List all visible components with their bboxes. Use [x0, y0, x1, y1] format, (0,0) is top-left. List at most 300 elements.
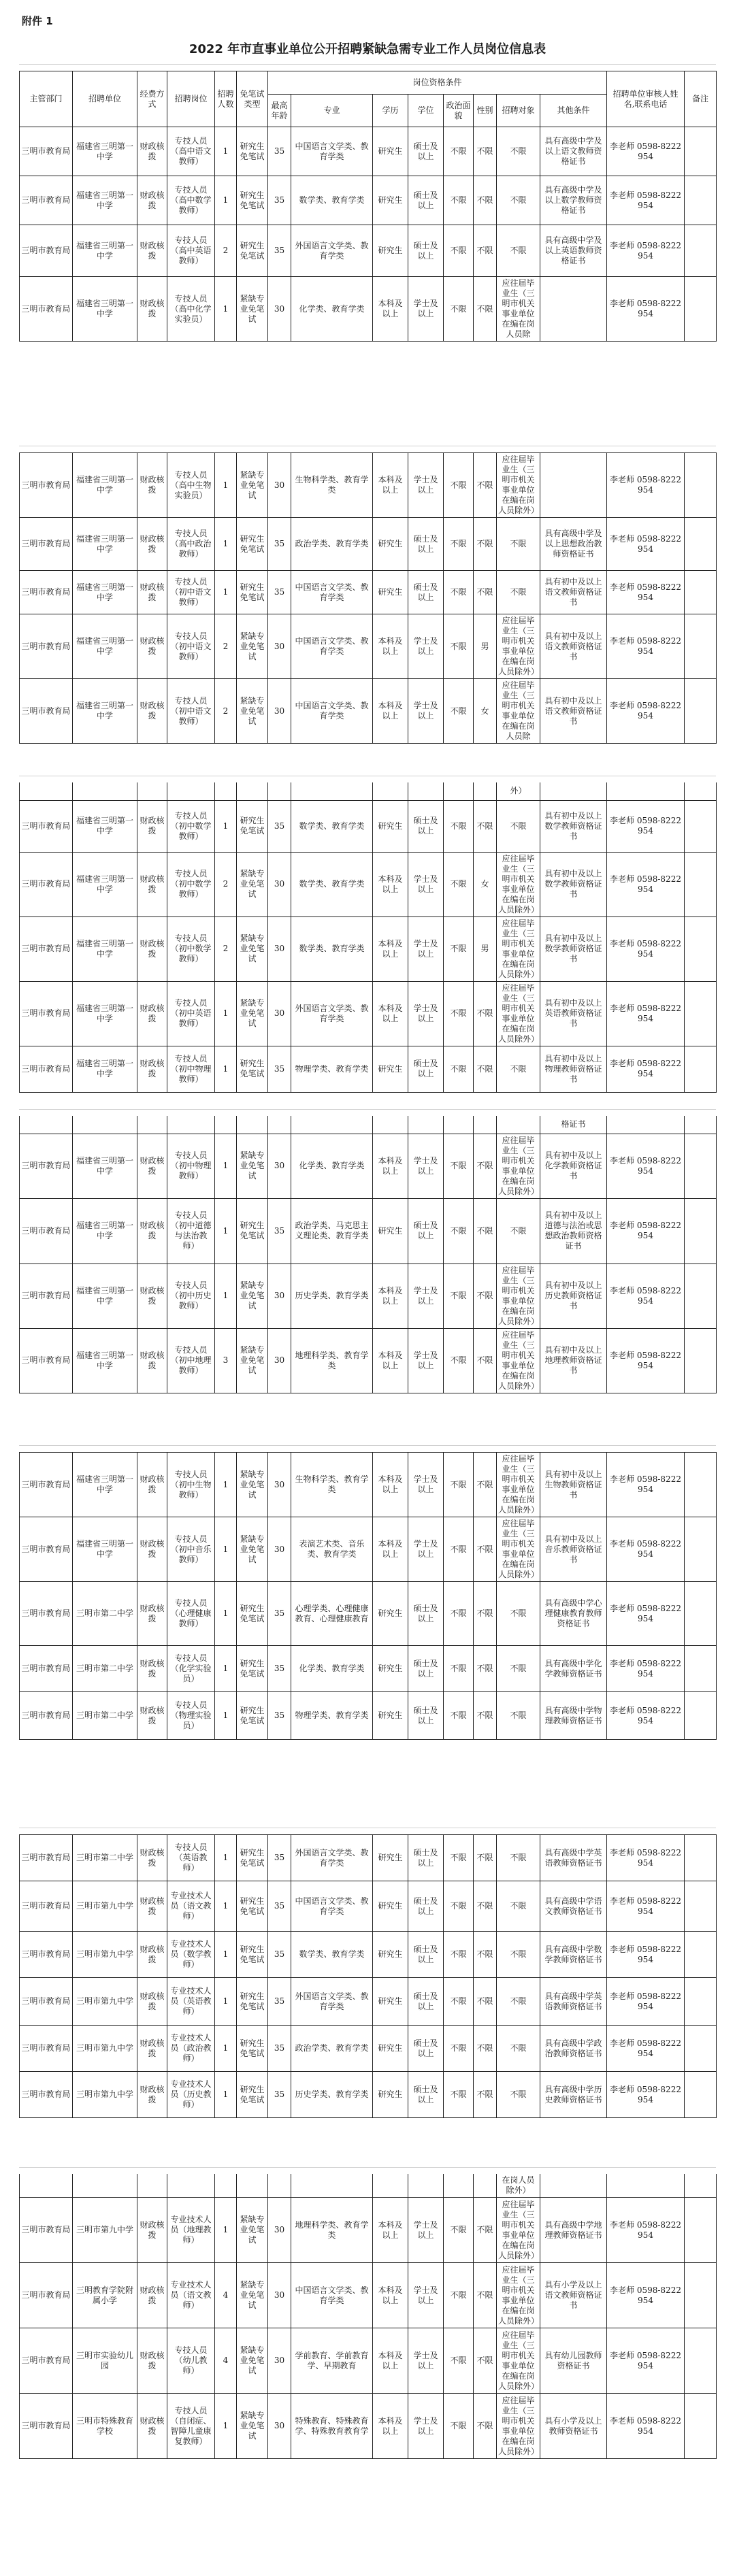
- cell-pol: 不限: [444, 518, 474, 571]
- cell-contact: 李老师 0598-8222954: [607, 2263, 685, 2328]
- continuation-cell: [607, 1116, 685, 1134]
- cell-dept: 三明市教育局: [20, 2072, 73, 2118]
- document-title: 2022 年市直事业单位公开招聘紧缺急需专业工作人员岗位信息表: [189, 42, 546, 56]
- continuation-cell: [268, 782, 291, 800]
- qualification-group-header: 岗位资格条件: [268, 71, 607, 95]
- cell-target: 应往届毕业生（三明市机关事业单位在编在岗人员除: [497, 277, 540, 342]
- cell-age: 30: [268, 1264, 291, 1328]
- cell-exam: 研究生免笔试: [237, 2026, 268, 2072]
- cell-n: 1: [215, 1134, 237, 1198]
- cell-deg: 学士及以上: [408, 277, 444, 342]
- cell-contact: 李老师 0598-8222954: [607, 2328, 685, 2394]
- cell-n: 1: [215, 2026, 237, 2072]
- cell-other: 具有高级中学数学教师资格证书: [540, 1932, 607, 1978]
- cell-age: 35: [268, 571, 291, 614]
- cell-fund: 财政核拨: [137, 1453, 167, 1517]
- cell-post: 专业技术人员（英语教师）: [167, 1978, 215, 2026]
- cell-fund: 财政核拨: [137, 1835, 167, 1881]
- cell-edu: 研究生: [373, 1978, 408, 2026]
- cell-edu: 研究生: [373, 1692, 408, 1740]
- table-page: [19, 1452, 716, 1740]
- cell-exam: 研究生免笔试: [237, 1046, 268, 1092]
- table-page: [19, 2174, 716, 2459]
- continuation-cell: [474, 1116, 497, 1134]
- cell-sex: 不限: [474, 2198, 497, 2263]
- continuation-cell: [444, 782, 474, 800]
- cell-contact: 李老师 0598-8222954: [607, 1835, 685, 1881]
- table-row: [20, 1328, 717, 1393]
- cell-major: 化学类、教育学类: [291, 1646, 373, 1692]
- cell-sex: 不限: [474, 225, 497, 277]
- continuation-cell: [237, 782, 268, 800]
- cell-other: 具有高级中学政治教师资格证书: [540, 2026, 607, 2072]
- count-header: 招聘人数: [215, 71, 237, 127]
- cell-edu: 本科及以上: [373, 1328, 408, 1393]
- cell-n: 2: [215, 679, 237, 744]
- cell-pol: 不限: [444, 2198, 474, 2263]
- cell-major: 化学类、教育学类: [291, 277, 373, 342]
- cell-n: 1: [215, 1932, 237, 1978]
- cell-dept: 三明市教育局: [20, 917, 73, 981]
- cell-n: 1: [215, 1646, 237, 1692]
- cell-target: 不限: [497, 1692, 540, 1740]
- cell-exam: 研究生免笔试: [237, 1932, 268, 1978]
- cell-fund: 财政核拨: [137, 2263, 167, 2328]
- cell-exam: 研究生免笔试: [237, 1835, 268, 1881]
- cell-unit: 福建省三明第一中学: [73, 981, 137, 1046]
- cell-target: 不限: [497, 2072, 540, 2118]
- cell-major: 地理科学类、教育学类: [291, 2198, 373, 2263]
- cell-edu: 本科及以上: [373, 2263, 408, 2328]
- cell-sex: 不限: [474, 1328, 497, 1393]
- cell-post: 专技人员（英语教师）: [167, 1835, 215, 1881]
- cell-n: 1: [215, 1582, 237, 1646]
- cell-deg: 硕士及以上: [408, 1646, 444, 1692]
- cell-post: 专技人员（心理健康教师）: [167, 1582, 215, 1646]
- cell-pol: 不限: [444, 1582, 474, 1646]
- cell-n: 1: [215, 453, 237, 518]
- cell-remark: [685, 1198, 717, 1264]
- cell-sex: 不限: [474, 2026, 497, 2072]
- cell-major: 数学类、教育学类: [291, 1932, 373, 1978]
- cell-exam: 紧缺专业免笔试: [237, 2263, 268, 2328]
- table-row: [20, 176, 717, 225]
- cell-other: 具有高级中学化学教师资格证书: [540, 1646, 607, 1692]
- cell-remark: [685, 800, 717, 852]
- cell-contact: 李老师 0598-8222954: [607, 800, 685, 852]
- cell-age: 35: [268, 1692, 291, 1740]
- cell-remark: [685, 917, 717, 981]
- cell-contact: 李老师 0598-8222954: [607, 2198, 685, 2263]
- cell-exam: 紧缺专业免笔试: [237, 2328, 268, 2394]
- cell-unit: 福建省三明第一中学: [73, 1198, 137, 1264]
- cell-sex: 不限: [474, 1198, 497, 1264]
- cell-remark: [685, 981, 717, 1046]
- continuation-cell: [215, 782, 237, 800]
- table-row: [20, 453, 717, 518]
- cell-post: 专技人员（物理实验员）: [167, 1692, 215, 1740]
- cell-dept: 三明市教育局: [20, 1932, 73, 1978]
- cell-contact: 李老师 0598-8222954: [607, 571, 685, 614]
- cell-edu: 本科及以上: [373, 277, 408, 342]
- cell-other: 具有初中及以上地理教师资格证书: [540, 1328, 607, 1393]
- cell-edu: 研究生: [373, 1646, 408, 1692]
- cell-age: 30: [268, 1134, 291, 1198]
- cell-remark: [685, 1582, 717, 1646]
- cell-n: 1: [215, 1453, 237, 1517]
- cell-sex: 男: [474, 614, 497, 679]
- table-row: [20, 981, 717, 1046]
- cell-n: 1: [215, 277, 237, 342]
- cell-unit: 福建省三明第一中学: [73, 453, 137, 518]
- cell-fund: 财政核拨: [137, 571, 167, 614]
- table-row: [20, 2263, 717, 2328]
- cell-post: 专技人员（初中物理教师）: [167, 1046, 215, 1092]
- cell-dept: 三明市教育局: [20, 1582, 73, 1646]
- cell-sex: 不限: [474, 571, 497, 614]
- continuation-cell: [291, 782, 373, 800]
- cell-age: 35: [268, 1835, 291, 1881]
- cell-exam: 紧缺专业免笔试: [237, 852, 268, 917]
- cell-unit: 三明市第九中学: [73, 2198, 137, 2263]
- cell-remark: [685, 614, 717, 679]
- continuation-cell: [373, 2174, 408, 2198]
- cell-other: 具有高级中学及以上数学教师资格证书: [540, 176, 607, 225]
- cell-target: 不限: [497, 1582, 540, 1646]
- cell-other: 具有初中及以上道德与法治或思想政治教师资格证书: [540, 1198, 607, 1264]
- cell-other: 具有初中及以上历史教师资格证书: [540, 1264, 607, 1328]
- cell-pol: 不限: [444, 1046, 474, 1092]
- cell-sex: 不限: [474, 1582, 497, 1646]
- cell-age: 30: [268, 2394, 291, 2459]
- table-row: [20, 571, 717, 614]
- cell-unit: 福建省三明第一中学: [73, 852, 137, 917]
- continuation-row: [20, 2174, 717, 2198]
- cell-other: 具有初中及以上数学教师资格证书: [540, 852, 607, 917]
- cell-target: 不限: [497, 225, 540, 277]
- cell-post: 专技人员（初中生物教师）: [167, 1453, 215, 1517]
- cell-dept: 三明市教育局: [20, 2198, 73, 2263]
- cell-edu: 研究生: [373, 2072, 408, 2118]
- cell-deg: 硕士及以上: [408, 1932, 444, 1978]
- cell-target: 应往届毕业生（三明市机关事业单位在编在岗人员除外）: [497, 453, 540, 518]
- other-header: 其他条件: [540, 95, 607, 127]
- cell-dept: 三明市教育局: [20, 277, 73, 342]
- cell-fund: 财政核拨: [137, 2394, 167, 2459]
- cell-remark: [685, 1453, 717, 1517]
- cell-major: 外国语言文学类、教育学类: [291, 1835, 373, 1881]
- cell-n: 1: [215, 1692, 237, 1740]
- cell-deg: 硕士及以上: [408, 1198, 444, 1264]
- cell-fund: 财政核拨: [137, 2198, 167, 2263]
- cell-other: [540, 453, 607, 518]
- cell-dept: 三明市教育局: [20, 225, 73, 277]
- cell-n: 1: [215, 1198, 237, 1264]
- cell-remark: [685, 1932, 717, 1978]
- post-header: 招聘岗位: [167, 71, 215, 127]
- table-row: [20, 1264, 717, 1328]
- table-row: [20, 1198, 717, 1264]
- cell-remark: [685, 1835, 717, 1881]
- cell-post: 专技人员（初中音乐教师）: [167, 1517, 215, 1582]
- continuation-cell: [408, 782, 444, 800]
- positions-table: [19, 452, 717, 744]
- cell-deg: 学士及以上: [408, 2394, 444, 2459]
- cell-post: 专业技术人员（历史教师）: [167, 2072, 215, 2118]
- cell-deg: 学士及以上: [408, 852, 444, 917]
- table-row: [20, 1932, 717, 1978]
- cell-target: 不限: [497, 1932, 540, 1978]
- cell-major: 表演艺术类、音乐类、教育学类: [291, 1517, 373, 1582]
- cell-remark: [685, 2026, 717, 2072]
- cell-unit: 福建省三明第一中学: [73, 679, 137, 744]
- cell-contact: 李老师 0598-8222954: [607, 2394, 685, 2459]
- cell-exam: 紧缺专业免笔试: [237, 981, 268, 1046]
- cell-major: 数学类、教育学类: [291, 800, 373, 852]
- cell-unit: 福建省三明第一中学: [73, 1453, 137, 1517]
- degree-header: 学位: [408, 95, 444, 127]
- cell-sex: 不限: [474, 277, 497, 342]
- continuation-cell: [20, 782, 73, 800]
- table-row: [20, 1582, 717, 1646]
- cell-exam: 紧缺专业免笔试: [237, 1453, 268, 1517]
- cell-edu: 研究生: [373, 1582, 408, 1646]
- cell-n: 1: [215, 1835, 237, 1881]
- continuation-cell: [373, 1116, 408, 1134]
- cell-major: 数学类、教育学类: [291, 176, 373, 225]
- cell-major: 历史学类、教育学类: [291, 2072, 373, 2118]
- cell-pol: 不限: [444, 277, 474, 342]
- continuation-row: [20, 782, 717, 800]
- cell-fund: 财政核拨: [137, 1328, 167, 1393]
- cell-major: 政治学类、马克思主义理论类、教育学类: [291, 1198, 373, 1264]
- cell-deg: 硕士及以上: [408, 2072, 444, 2118]
- cell-age: 35: [268, 2026, 291, 2072]
- cell-n: 1: [215, 800, 237, 852]
- continuation-cell: [215, 1116, 237, 1134]
- cell-deg: 硕士及以上: [408, 571, 444, 614]
- table-row: [20, 1835, 717, 1881]
- cell-major: 外国语言文学类、教育学类: [291, 1978, 373, 2026]
- cell-sex: 不限: [474, 2328, 497, 2394]
- cell-post: 专技人员（高中语文教师）: [167, 127, 215, 176]
- cell-n: 2: [215, 614, 237, 679]
- cell-edu: 本科及以上: [373, 2198, 408, 2263]
- cell-pol: 不限: [444, 852, 474, 917]
- cell-major: 中国语言文学类、教育学类: [291, 2263, 373, 2328]
- cell-remark: [685, 453, 717, 518]
- cell-dept: 三明市教育局: [20, 614, 73, 679]
- cell-edu: 本科及以上: [373, 2328, 408, 2394]
- cell-unit: 福建省三明第一中学: [73, 277, 137, 342]
- cell-unit: 福建省三明第一中学: [73, 225, 137, 277]
- cell-deg: 学士及以上: [408, 981, 444, 1046]
- cell-n: 1: [215, 2198, 237, 2263]
- cell-target: 应往届毕业生（三明市机关事业单位在编在岗人员除外）: [497, 1517, 540, 1582]
- cell-dept: 三明市教育局: [20, 981, 73, 1046]
- cell-fund: 财政核拨: [137, 1264, 167, 1328]
- cell-major: 政治学类、教育学类: [291, 2026, 373, 2072]
- cell-deg: 学士及以上: [408, 1264, 444, 1328]
- continuation-cell: [444, 2174, 474, 2198]
- cell-age: 35: [268, 1932, 291, 1978]
- cell-dept: 三明市教育局: [20, 2394, 73, 2459]
- continuation-cell: [497, 1116, 540, 1134]
- cell-target: 应往届毕业生（三明市机关事业单位在编在岗人员除外）: [497, 614, 540, 679]
- cell-age: 30: [268, 1517, 291, 1582]
- cell-edu: 本科及以上: [373, 852, 408, 917]
- cell-age: 35: [268, 1046, 291, 1092]
- cell-post: 专业技术人员（语文教师）: [167, 2263, 215, 2328]
- cell-remark: [685, 2328, 717, 2394]
- continuation-cell: [167, 1116, 215, 1134]
- cell-fund: 财政核拨: [137, 679, 167, 744]
- cell-target: 不限: [497, 800, 540, 852]
- cell-post: 专技人员（高中政治教师）: [167, 518, 215, 571]
- cell-age: 35: [268, 127, 291, 176]
- cell-contact: 李老师 0598-8222954: [607, 1582, 685, 1646]
- cell-target: 不限: [497, 571, 540, 614]
- cell-remark: [685, 277, 717, 342]
- cell-n: 4: [215, 2263, 237, 2328]
- cell-other: 具有高级中学历史教师资格证书: [540, 2072, 607, 2118]
- continuation-cell: [540, 2174, 607, 2198]
- cell-exam: 紧缺专业免笔试: [237, 2198, 268, 2263]
- cell-dept: 三明市教育局: [20, 1264, 73, 1328]
- cell-fund: 财政核拨: [137, 1692, 167, 1740]
- continuation-cell: [408, 1116, 444, 1134]
- cell-deg: 硕士及以上: [408, 1692, 444, 1740]
- cell-contact: 李老师 0598-8222954: [607, 518, 685, 571]
- cell-age: 30: [268, 1453, 291, 1517]
- table-row: [20, 1978, 717, 2026]
- cell-exam: 研究生免笔试: [237, 518, 268, 571]
- cell-other: 具有高级中学及以上思想政治教师资格证书: [540, 518, 607, 571]
- cell-post: 专业技术人员（政治教师）: [167, 2026, 215, 2072]
- table-row: [20, 1453, 717, 1517]
- cell-pol: 不限: [444, 1932, 474, 1978]
- cell-fund: 财政核拨: [137, 614, 167, 679]
- continuation-cell: [268, 2174, 291, 2198]
- cell-n: 1: [215, 1881, 237, 1932]
- cell-deg: 学士及以上: [408, 1328, 444, 1393]
- cell-pol: 不限: [444, 225, 474, 277]
- positions-table: [19, 2174, 717, 2459]
- cell-post: 专技人员（高中生物实验员）: [167, 453, 215, 518]
- cell-exam: 研究生免笔试: [237, 1646, 268, 1692]
- continuation-cell: [167, 2174, 215, 2198]
- cell-exam: 研究生免笔试: [237, 571, 268, 614]
- major-header: 专业: [291, 95, 373, 127]
- cell-unit: 福建省三明第一中学: [73, 176, 137, 225]
- cell-exam: 紧缺专业免笔试: [237, 1134, 268, 1198]
- continuation-cell: [237, 1116, 268, 1134]
- table-page: [19, 452, 716, 744]
- cell-edu: 本科及以上: [373, 1517, 408, 1582]
- continuation-cell: [444, 1116, 474, 1134]
- continuation-cell: [73, 2174, 137, 2198]
- cell-fund: 财政核拨: [137, 1517, 167, 1582]
- cell-n: 1: [215, 1978, 237, 2026]
- cell-sex: 不限: [474, 1978, 497, 2026]
- cell-age: 35: [268, 176, 291, 225]
- cell-contact: 李老师 0598-8222954: [607, 917, 685, 981]
- cell-n: 1: [215, 981, 237, 1046]
- table-page: [19, 71, 716, 342]
- cell-age: 30: [268, 852, 291, 917]
- cell-other: 具有初中及以上音乐教师资格证书: [540, 1517, 607, 1582]
- cell-unit: 三明市第二中学: [73, 1835, 137, 1881]
- cell-deg: 硕士及以上: [408, 1835, 444, 1881]
- cell-pol: 不限: [444, 1134, 474, 1198]
- cell-contact: 李老师 0598-8222954: [607, 981, 685, 1046]
- cell-post: 专业技术人员（地理教师）: [167, 2198, 215, 2263]
- cell-sex: 不限: [474, 800, 497, 852]
- cell-other: 具有高级中学英语教师资格证书: [540, 1978, 607, 2026]
- cell-dept: 三明市教育局: [20, 2328, 73, 2394]
- continuation-cell: [474, 782, 497, 800]
- continuation-cell: [474, 2174, 497, 2198]
- cell-unit: 福建省三明第一中学: [73, 917, 137, 981]
- cell-fund: 财政核拨: [137, 127, 167, 176]
- continuation-cell: [373, 782, 408, 800]
- continuation-cell: [685, 2174, 717, 2198]
- cell-major: 数学类、教育学类: [291, 917, 373, 981]
- cell-other: 具有初中及以上化学教师资格证书: [540, 1134, 607, 1198]
- cell-edu: 研究生: [373, 225, 408, 277]
- cell-unit: 福建省三明第一中学: [73, 614, 137, 679]
- cell-unit: 三明市实验幼儿园: [73, 2328, 137, 2394]
- cell-contact: 李老师 0598-8222954: [607, 2026, 685, 2072]
- cell-remark: [685, 2072, 717, 2118]
- cell-unit: 三明教育学院附属小学: [73, 2263, 137, 2328]
- cell-post: 专技人员（初中语文教师）: [167, 614, 215, 679]
- cell-unit: 三明市第九中学: [73, 2026, 137, 2072]
- continuation-row: [20, 1116, 717, 1134]
- cell-edu: 研究生: [373, 2026, 408, 2072]
- table-page: [19, 782, 716, 1093]
- cell-edu: 本科及以上: [373, 1134, 408, 1198]
- cell-edu: 本科及以上: [373, 1453, 408, 1517]
- cell-fund: 财政核拨: [137, 1932, 167, 1978]
- cell-post: 专技人员（初中英语教师）: [167, 981, 215, 1046]
- table-row: [20, 679, 717, 744]
- cell-dept: 三明市教育局: [20, 800, 73, 852]
- cell-major: 化学类、教育学类: [291, 1134, 373, 1198]
- continuation-cell: [291, 2174, 373, 2198]
- cell-age: 35: [268, 1881, 291, 1932]
- cell-fund: 财政核拨: [137, 518, 167, 571]
- cell-major: 中国语言文学类、教育学类: [291, 679, 373, 744]
- cell-n: 1: [215, 1264, 237, 1328]
- cell-post: 专技人员（初中物理教师）: [167, 1134, 215, 1198]
- cell-remark: [685, 1264, 717, 1328]
- cell-other: 具有高级中学心理健康教育教师资格证书: [540, 1582, 607, 1646]
- cell-post: 专技人员（化学实验员）: [167, 1646, 215, 1692]
- cell-edu: 研究生: [373, 1046, 408, 1092]
- table-page: [19, 1116, 716, 1393]
- cell-contact: 李老师 0598-8222954: [607, 1264, 685, 1328]
- cell-n: 1: [215, 176, 237, 225]
- cell-edu: 研究生: [373, 518, 408, 571]
- positions-table: [19, 1452, 717, 1740]
- cell-remark: [685, 1978, 717, 2026]
- cell-dept: 三明市教育局: [20, 852, 73, 917]
- cell-deg: 学士及以上: [408, 1134, 444, 1198]
- continuation-cell: 外）: [497, 782, 540, 800]
- cell-exam: 紧缺专业免笔试: [237, 1328, 268, 1393]
- cell-major: 外国语言文学类、教育学类: [291, 981, 373, 1046]
